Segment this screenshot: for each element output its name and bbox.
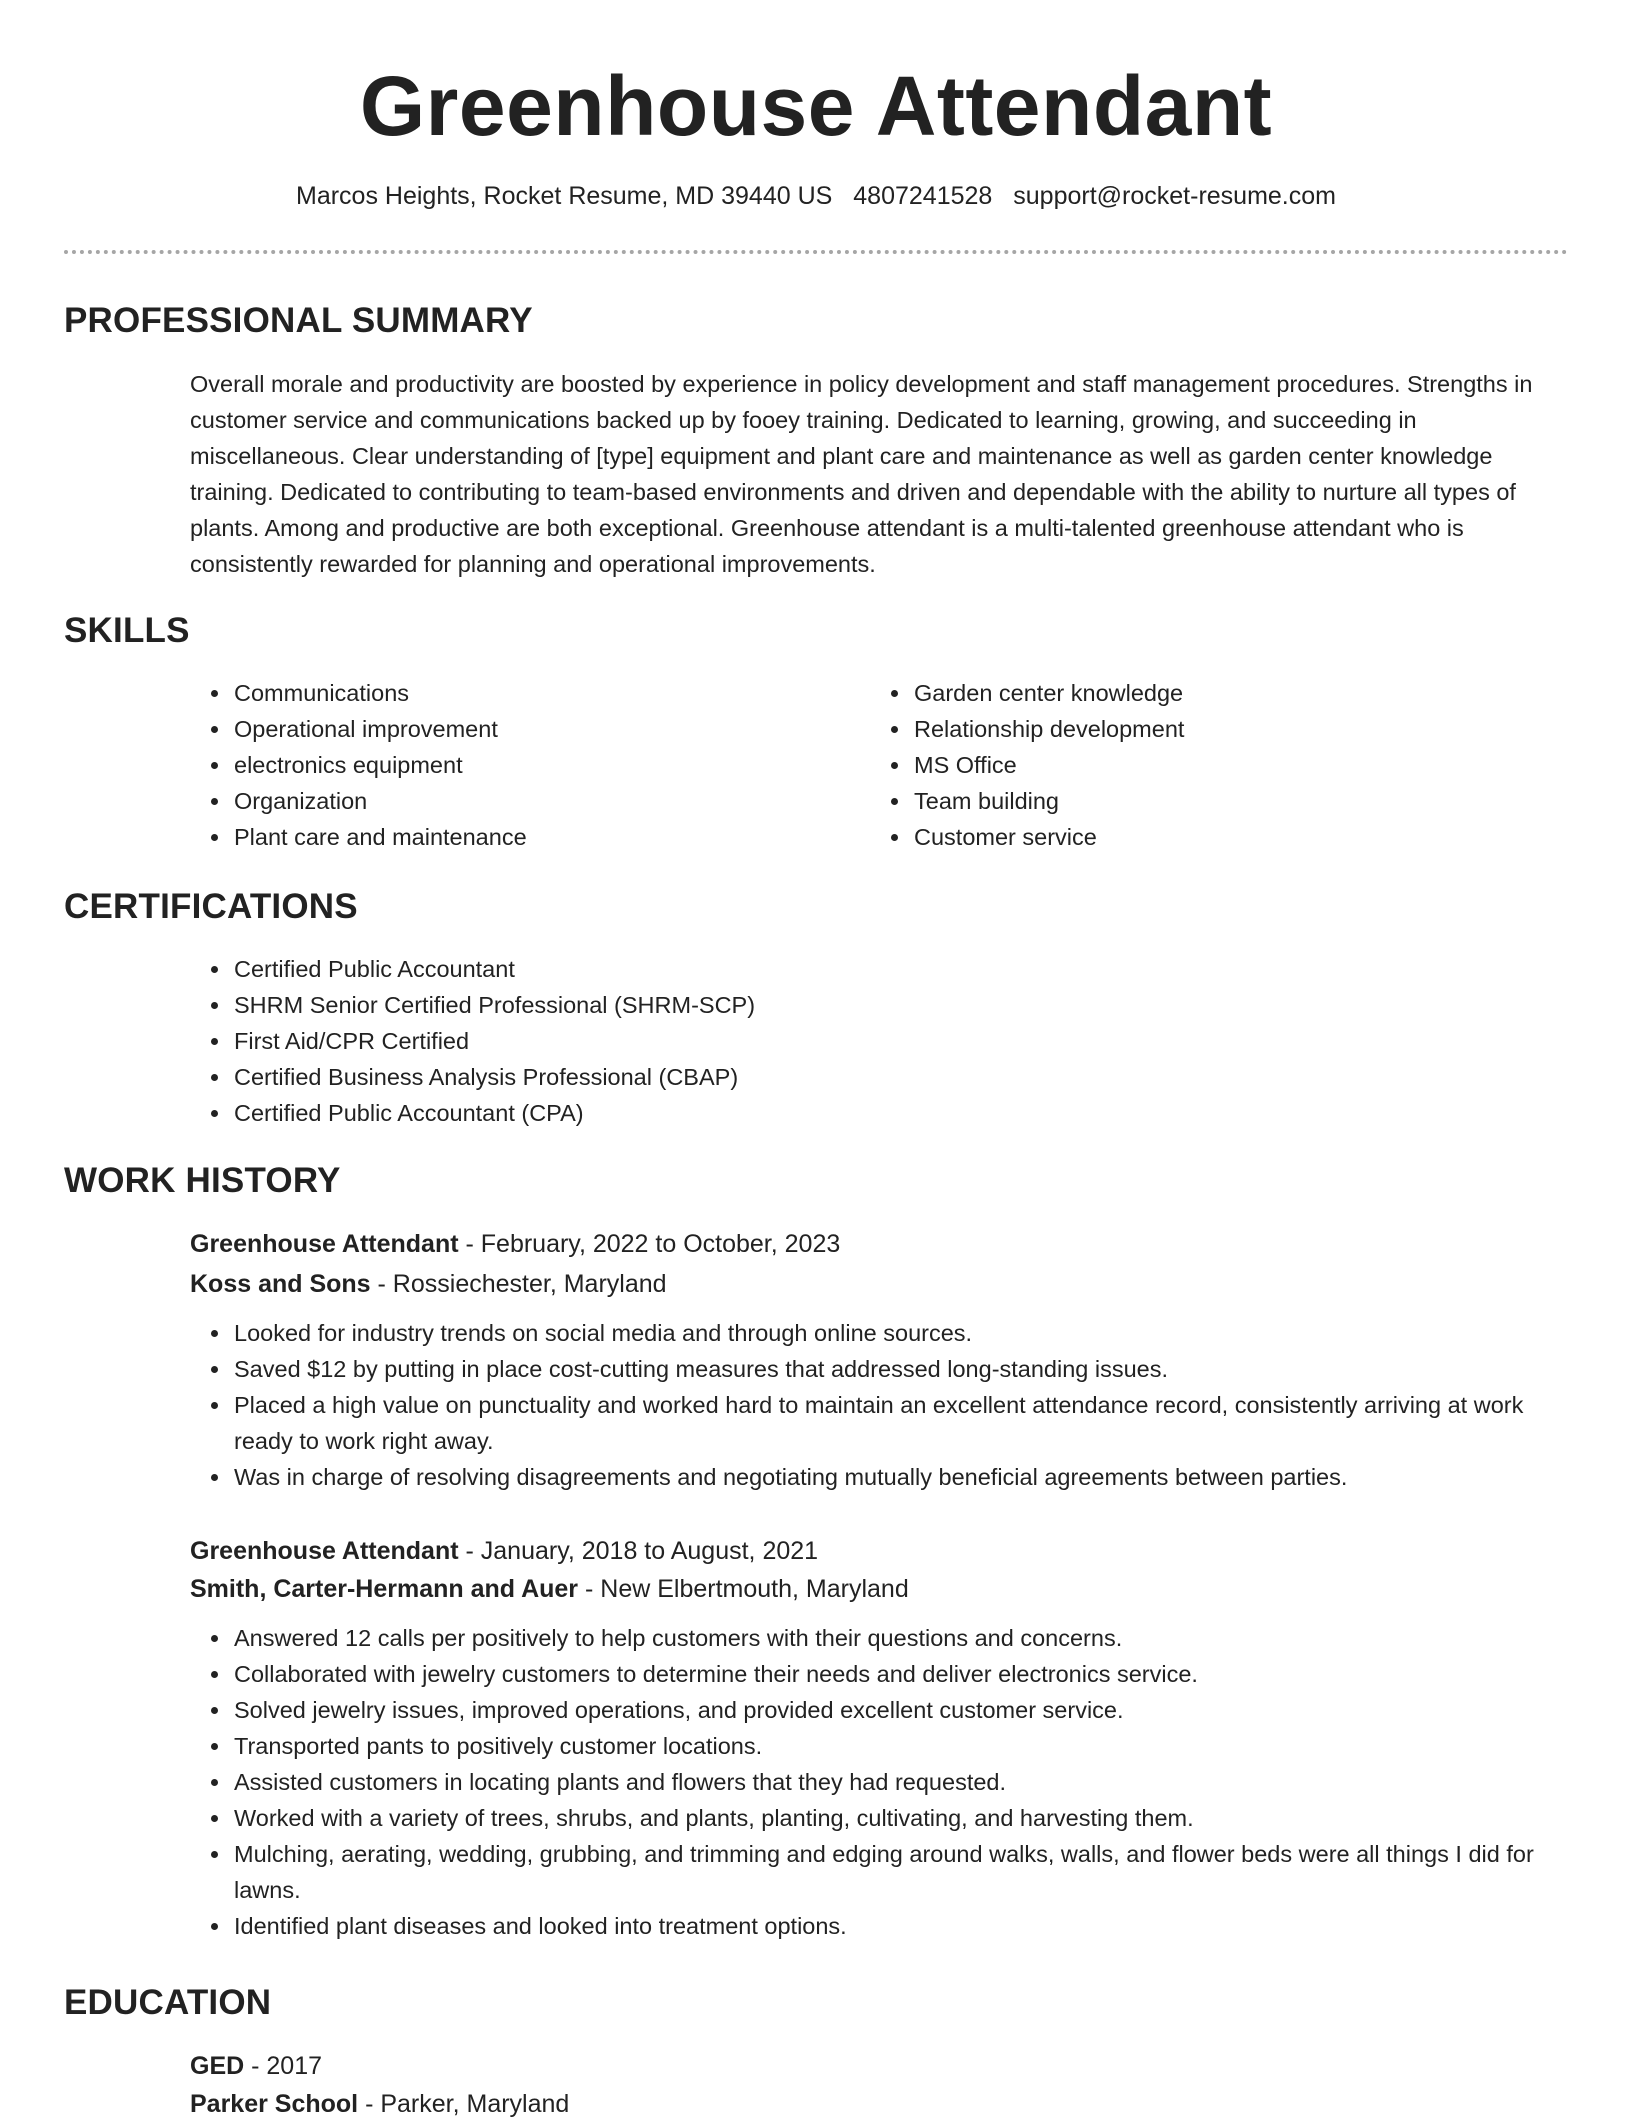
job-bullet: • Mulching, aerating, wedding, grubbing, and trimming and edging around walks, walls, and flower beds were all things I did for lawns. — [232, 1836, 1568, 1908]
job-bullet: • Looked for industry trends on social media and through online sources. — [232, 1315, 1568, 1351]
education-entry — [190, 2049, 1568, 2121]
job-bullets — [190, 1620, 1568, 1944]
skill-item: • electronics equipment — [232, 747, 870, 783]
skill-item: • Customer service — [912, 819, 1550, 855]
job-location: - New Elbertmouth, Maryland — [578, 1575, 909, 1603]
job-bullet: • Assisted customers in locating plants and flowers that they had requested. — [232, 1764, 1568, 1800]
education-location: - Parker, Maryland — [358, 2090, 570, 2118]
header-divider — [64, 250, 1568, 254]
skills-column-right — [870, 675, 1550, 855]
job-entry — [190, 1534, 1568, 1944]
job-bullet: • Transported pants to positively customer locations. — [232, 1728, 1568, 1764]
section-title-certifications: CERTIFICATIONS — [64, 887, 358, 926]
job-title: Greenhouse Attendant — [190, 1537, 459, 1565]
certification-item: • SHRM Senior Certified Professional (SHRM-SCP) — [232, 987, 1568, 1023]
job-dates: - January, 2018 to August, 2021 — [458, 1537, 819, 1565]
certifications-list — [190, 951, 1568, 1131]
skill-item: • Operational improvement — [232, 711, 870, 747]
skill-item: • Plant care and maintenance — [232, 819, 870, 855]
section-title-work-history: WORK HISTORY — [64, 1161, 341, 1200]
skill-item: • Organization — [232, 783, 870, 819]
contact-address: Marcos Heights, Rocket Resume, MD 39440 US — [296, 182, 833, 210]
skill-item: • Team building — [912, 783, 1550, 819]
education-year: - 2017 — [244, 2052, 323, 2080]
section-title-summary: PROFESSIONAL SUMMARY — [64, 301, 533, 340]
job-title: Greenhouse Attendant — [190, 1230, 459, 1258]
job-bullet: • Collaborated with jewelry customers to determine their needs and deliver electronics service. — [232, 1656, 1568, 1692]
job-bullet: • Identified plant diseases and looked into treatment options. — [232, 1908, 1568, 1944]
skill-item: • Garden center knowledge — [912, 675, 1550, 711]
job-entry — [190, 1227, 1568, 1495]
contact-email: support@rocket-resume.com — [1013, 182, 1336, 210]
education-degree-line — [190, 2049, 1568, 2083]
contact-phone: 4807241528 — [853, 182, 993, 210]
certification-item: • Certified Business Analysis Professional (CBAP) — [232, 1059, 1568, 1095]
education-school: Parker School — [190, 2090, 359, 2118]
job-company-line — [190, 1572, 1568, 1606]
job-bullet: • Was in charge of resolving disagreements and negotiating mutually beneficial agreements between parties. — [232, 1459, 1568, 1495]
job-company-line — [190, 1267, 1568, 1301]
section-title-education: EDUCATION — [64, 1983, 272, 2022]
skill-item: • Communications — [232, 675, 870, 711]
skill-item: • Relationship development — [912, 711, 1550, 747]
job-title-line — [190, 1227, 1568, 1261]
job-bullet: • Saved $12 by putting in place cost-cutting measures that addressed long-standing issues. — [232, 1351, 1568, 1387]
certification-item: • Certified Public Accountant — [232, 951, 1568, 987]
job-bullet: • Worked with a variety of trees, shrubs, and plants, planting, cultivating, and harvesting them. — [232, 1800, 1568, 1836]
job-company: Smith, Carter-Hermann and Auer — [190, 1575, 579, 1603]
job-company: Koss and Sons — [190, 1270, 371, 1298]
job-location: - Rossiechester, Maryland — [370, 1270, 667, 1298]
resume-name: Greenhouse Attendant — [359, 59, 1273, 153]
job-bullet: • Answered 12 calls per positively to help customers with their questions and concerns. — [232, 1620, 1568, 1656]
certification-item: • First Aid/CPR Certified — [232, 1023, 1568, 1059]
job-dates: - February, 2022 to October, 2023 — [458, 1230, 841, 1258]
job-bullets — [190, 1315, 1568, 1495]
certification-item: • Certified Public Accountant (CPA) — [232, 1095, 1568, 1131]
job-bullet: • Placed a high value on punctuality and worked hard to maintain an excellent attendance record, consistently arriving at work ready to work right away. — [232, 1387, 1568, 1459]
education-degree: GED — [190, 2052, 245, 2080]
education-school-line — [190, 2087, 1568, 2121]
job-bullet: • Solved jewelry issues, improved operations, and provided excellent customer service. — [232, 1692, 1568, 1728]
section-title-skills: SKILLS — [64, 611, 190, 650]
contact-line — [0, 180, 1632, 212]
skills-list — [190, 675, 1568, 855]
skills-column-left — [190, 675, 870, 855]
job-title-line — [190, 1534, 1568, 1568]
summary-text: Overall morale and productivity are boosted by experience in policy development and staff management procedures. Strengths in customer service and communications backed up by fooey training. Dedicated to learning, growing, and succeeding in miscellaneous. Clear understanding of [type] equipment and plant care and maintenance as well as garden center knowledge training. Dedicated to contributing to team-based environments and driven and dependable with the ability to nurture all types of plants. Among and productive are both exceptional. Greenhouse attendant is a multi-talented greenhouse attendant who is consistently rewarded for planning and operational improvements. — [190, 371, 1533, 577]
skill-item: • MS Office — [912, 747, 1550, 783]
